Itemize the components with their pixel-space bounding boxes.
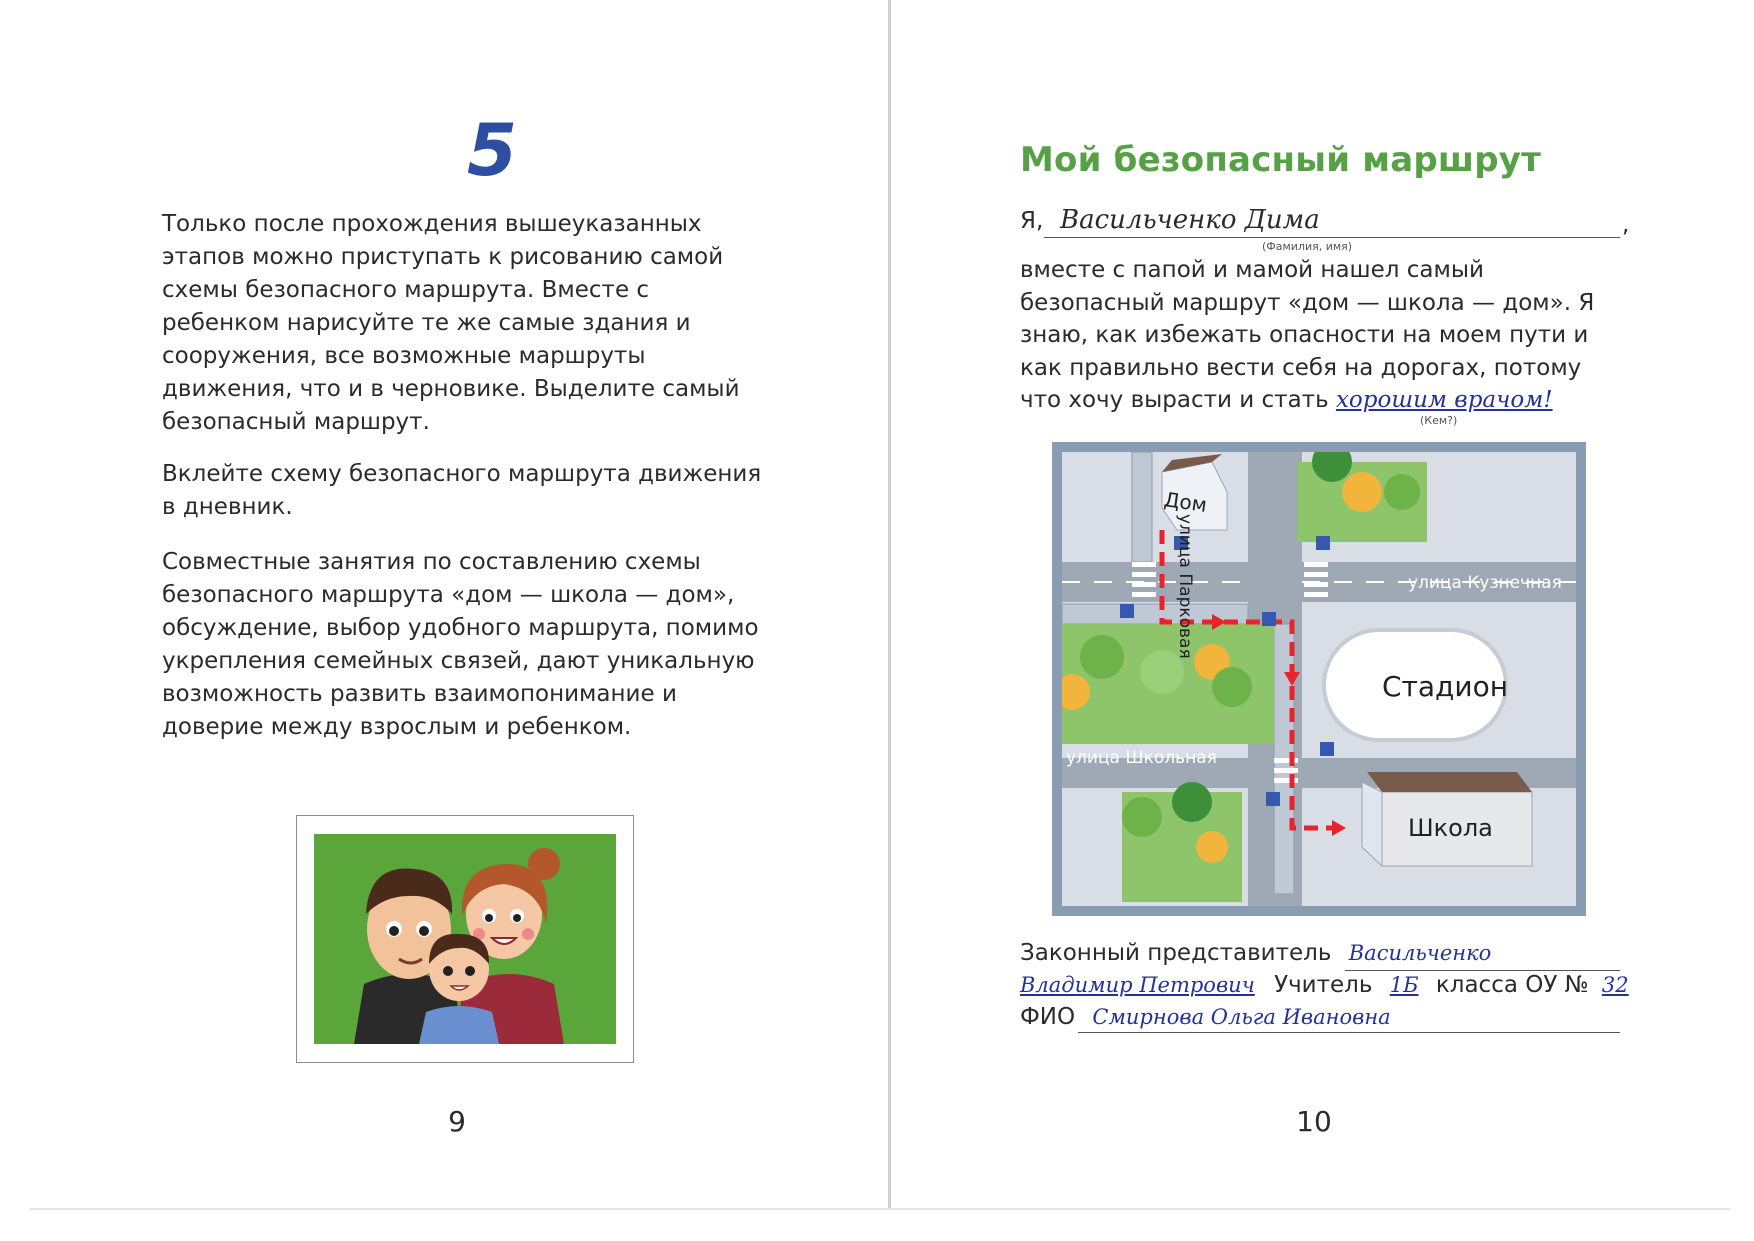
pledge-line-4: как правильно вести себя на дорогах, потому [1020,354,1582,381]
school-number-handwritten: 32 [1601,973,1629,997]
book-spine [888,0,891,1210]
class-label: класса ОУ № [1435,972,1589,998]
guardian-line [1020,940,1491,966]
teacher-line [1020,972,1629,998]
map-label-stadium: Стадион [1382,670,1509,703]
name-fill-line [1044,237,1620,238]
intro-prefix: Я, [1020,208,1044,234]
map-label-school: Школа [1408,814,1493,842]
profession-handwritten: хорошим врачом! [1335,387,1553,413]
guardian-fill-line [1345,970,1620,971]
fio-fill-line [1078,1032,1620,1033]
teacher-name-handwritten: Смирнова Ольга Ивановна [1092,1005,1391,1029]
map-canvas [1062,452,1576,906]
step-number: 5 [466,108,518,192]
page-number-left: 9 [448,1105,466,1138]
teacher-label: Учитель [1274,972,1373,998]
family-illustration-frame [296,815,634,1063]
guardian-label: Законный представитель [1020,940,1332,966]
family-illustration [314,834,616,1044]
pledge-text [1020,254,1610,417]
pledge-line-3: знаю, как избежать опасности на моем пути и [1020,322,1589,348]
safe-route-map [1052,442,1586,916]
pledge-line-2: безопасный маршрут «дом — школа — дом». Я [1020,289,1595,316]
guardian-handwritten-1: Васильченко [1348,941,1492,965]
page-bottom-edge [30,1208,1730,1210]
guardian-handwritten-2: Владимир Петрович [1020,973,1255,997]
pledge-line-1: вместе с папой и мамой нашел самый [1020,257,1484,283]
pledge-last-line-prefix: что хочу вырасти и стать [1020,387,1329,413]
map-label-home: Дом [1162,487,1209,517]
page-title: Мой безопасный маршрут [1020,140,1542,180]
map-label-kuznechnaya-street: улица Кузнечная [1408,573,1562,593]
name-caption: (Фамилия, имя) [1262,240,1353,253]
fio-line [1020,1004,1391,1030]
page-number-right: 10 [1296,1105,1332,1138]
fio-label: ФИО [1020,1004,1076,1030]
pledge-line-5 [1020,384,1610,417]
profession-caption: (Кем?) [1420,414,1458,427]
paragraph-paste-instructions: Вклейте схему безопасного маршрута движения в дневник. [162,461,762,520]
name-handwritten: Васильченко Дима [1060,205,1320,235]
map-label-shkolnaya-street: улица Школьная [1066,748,1217,768]
paragraph-family-benefits: Совместные занятия по составлению схемы безопасного маршрута «дом — школа — дом», обсуждение, выбор удобного маршрута, помимо укрепления семейных связей, дают уникальную возможность развить взаимопонимание и доверие между взрослым и ребенком. [162,549,759,740]
family-drawing [314,834,616,1044]
name-comma: , [1622,212,1630,238]
class-handwritten: 1Б [1389,973,1419,997]
map-label-park-street: улица Парковая [1175,514,1195,659]
paragraph-drawing-instructions: Только после прохождения вышеуказанных этапов можно приступать к рисованию самой схемы безопасного маршрута. Вместе с ребенком нарисуйте те же самые здания и сооружения, все возможные маршруты движения, что и в черновике. Выделите самый безопасный маршрут. [162,211,740,435]
